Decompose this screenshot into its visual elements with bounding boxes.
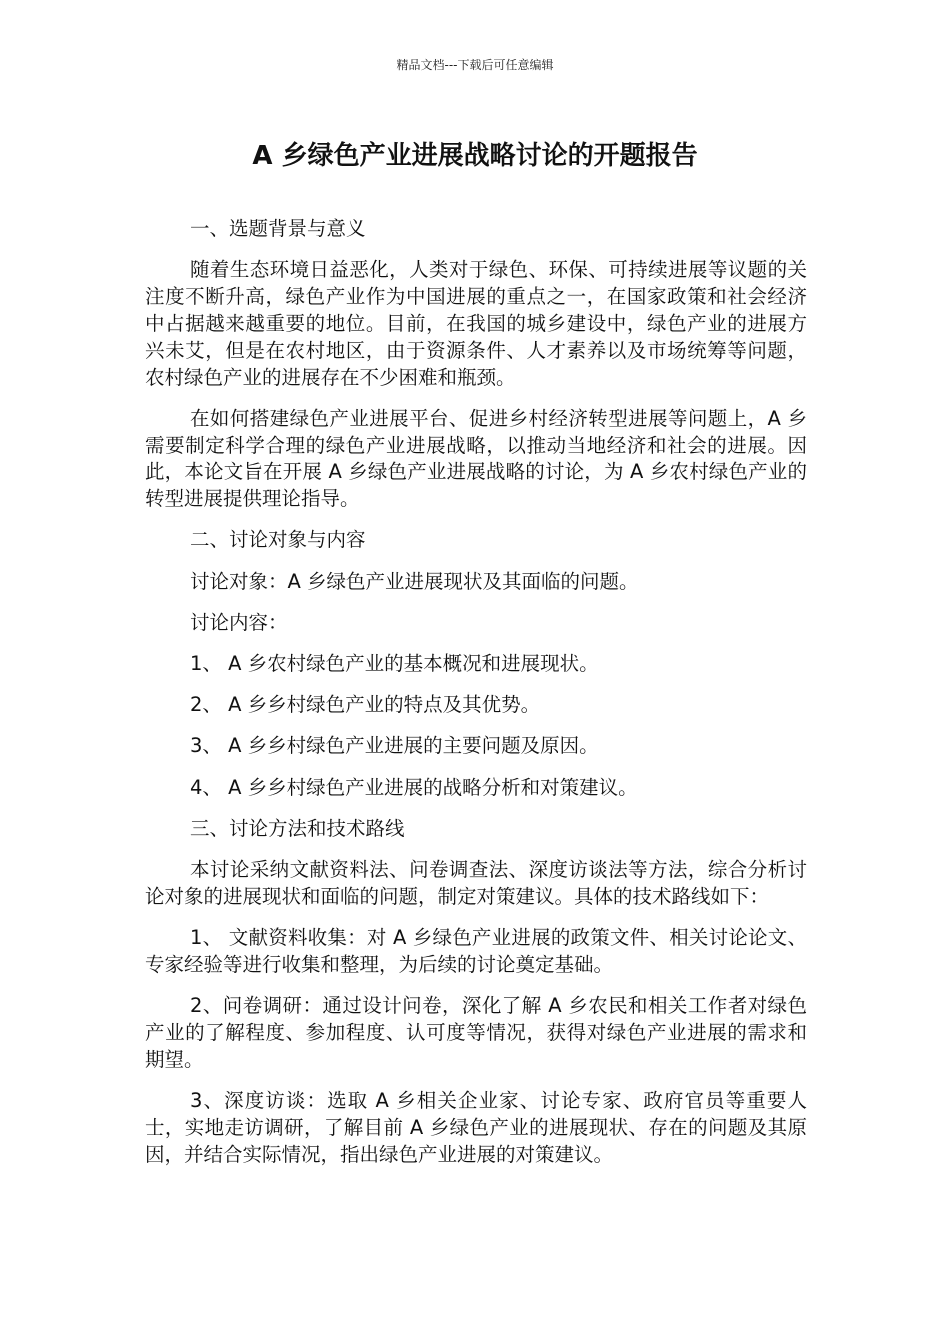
section-heading-3: 三、讨论方法和技术路线 [190,816,405,840]
paragraph: 在如何搭建绿色产业进展平台、促进乡村经济转型进展等问题上，A 乡需要制定科学合理的绿色产业进展战略，以推动当地经济和社会的进展。因此，本论文旨在开展 A 乡绿色产业进展战略的讨论，为 A 乡农村绿色产业的转型进展提供理论指导。 [145,406,807,511]
section-heading-2: 二、讨论对象与内容 [190,528,366,552]
paragraph: 讨论对象：A 乡绿色产业进展现状及其面临的问题。 [190,569,639,593]
document-title: A 乡绿色产业进展战略讨论的开题报告 [252,141,698,171]
section-heading-1: 一、选题背景与意义 [190,217,366,240]
list-item: 2、问卷调研：通过设计问卷，深化了解 A 乡农民和相关工作者对绿色产业的了解程度、参加程度、认可度等情况，获得对绿色产业进展的需求和期望。 [145,994,807,1071]
paragraph: 随着生态环境日益恶化，人类对于绿色、环保、可持续进展等议题的关注度不断升高，绿色产业作为中国进展的重点之一，在国家政策和社会经济中占据越来越重要的地位。目前，在我国的城乡建设中，绿色产业的进展方兴未艾，但是在农村地区，由于资源条件、人才素养以及市场统筹等问题，农村绿色产业的进展存在不少困难和瓶颈。 [145,258,807,389]
paragraph: 讨论内容： [190,610,288,634]
list-item: 3、 A 乡乡村绿色产业进展的主要问题及原因。 [190,734,599,758]
paragraph: 本讨论采纳文献资料法、问卷调查法、深度访谈法等方法，综合分析讨论对象的进展现状和面临的问题，制定对策建议。具体的技术路线如下： [145,858,807,909]
list-item: 3、深度访谈：选取 A 乡相关企业家、讨论专家、政府官员等重要人士，实地走访调研，了解目前 A 乡绿色产业的进展现状、存在的问题及其原因，并结合实际情况，指出绿色产业进展的对策建议。 [145,1089,807,1166]
list-item: 1、 A 乡农村绿色产业的基本概况和进展现状。 [190,652,599,676]
list-item: 1、 文献资料收集：对 A 乡绿色产业进展的政策文件、相关讨论论文、专家经验等进行收集和整理，为后续的讨论奠定基础。 [145,926,807,977]
list-item: 4、 A 乡乡村绿色产业进展的战略分析和对策建议。 [190,775,638,799]
list-item: 2、 A 乡乡村绿色产业的特点及其优势。 [190,693,541,717]
header-note: 精品文档---下载后可任意编辑 [396,58,554,72]
document-body [145,216,807,1183]
